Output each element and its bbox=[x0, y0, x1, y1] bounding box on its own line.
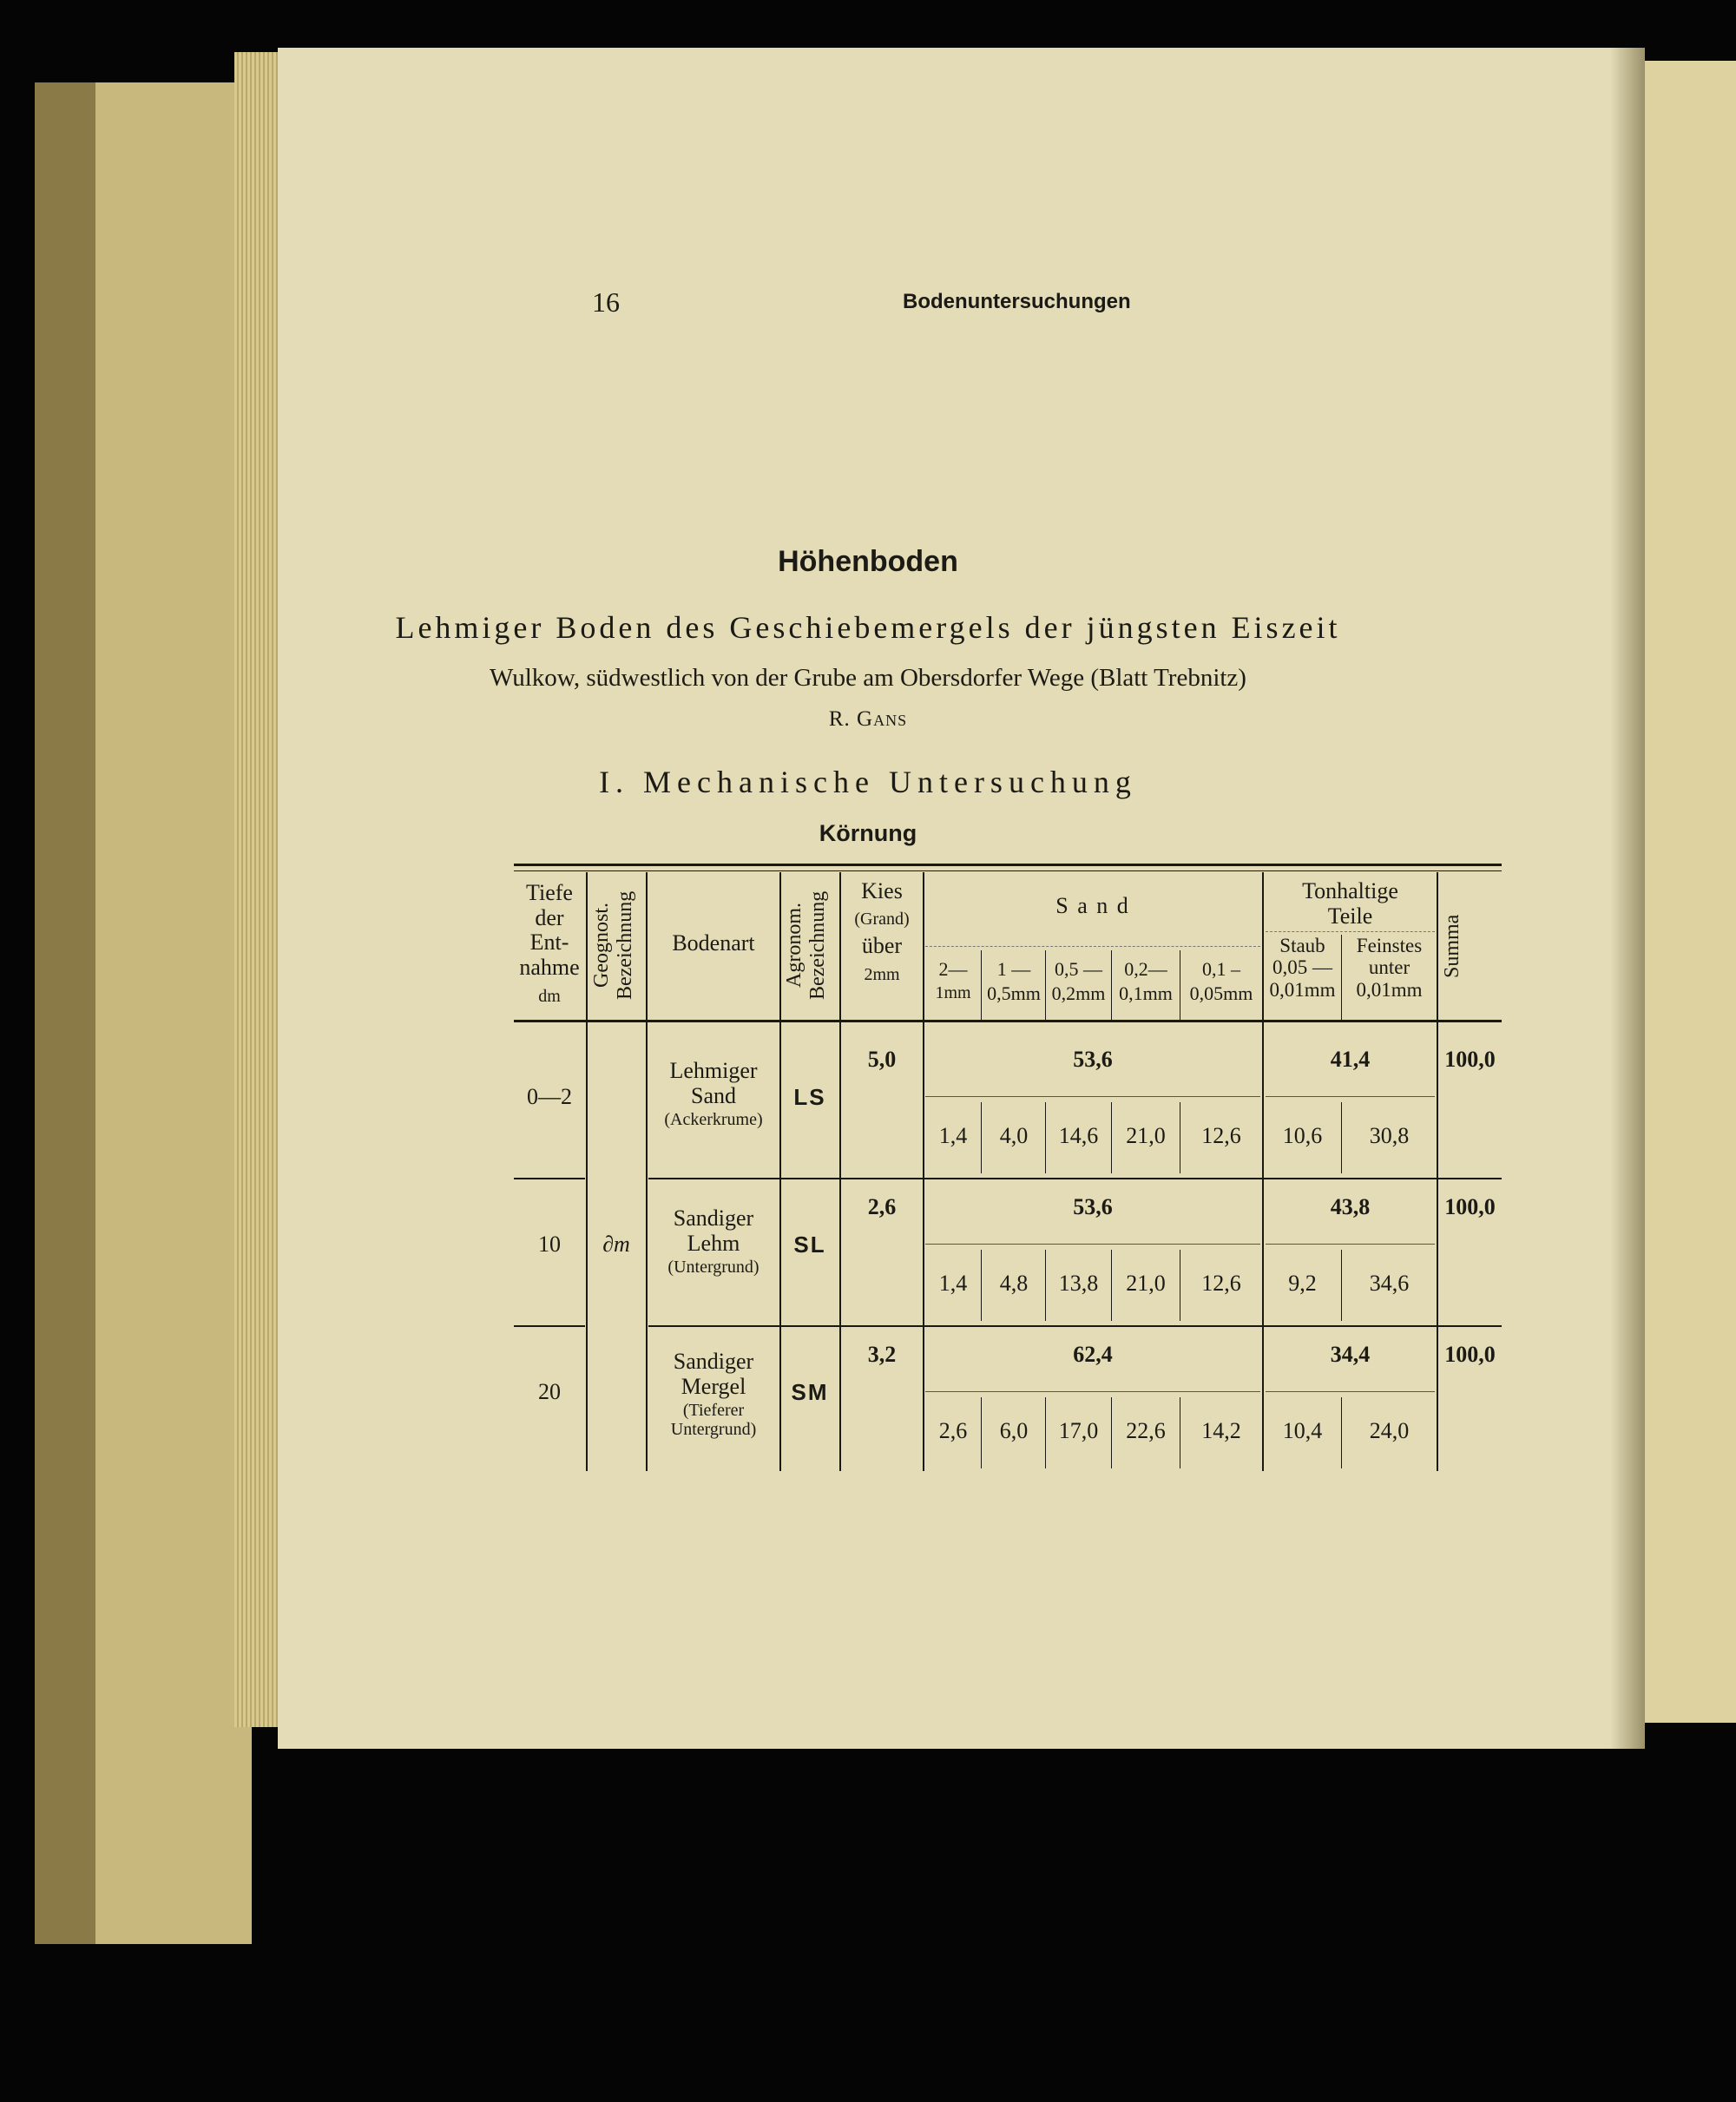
row-1-summa: 100,0 bbox=[1444, 1194, 1496, 1219]
header-staub-2: 0,05 — bbox=[1272, 956, 1332, 979]
header-agronom: Agronom. Bezeichnung bbox=[783, 890, 829, 1000]
header-tiefe-1: Tiefe bbox=[526, 880, 573, 905]
header-tiefe-unit: dm bbox=[538, 987, 561, 1007]
running-head: Bodenuntersuchungen bbox=[903, 290, 1131, 313]
geognost-value: ∂m bbox=[602, 1232, 630, 1257]
row-0-ton-total: 41,4 bbox=[1330, 1047, 1371, 1072]
row-2-sand-1: 2,6 bbox=[938, 1418, 968, 1443]
row-0-sand-total: 53,6 bbox=[1073, 1047, 1113, 1072]
grain-size-table bbox=[514, 864, 1502, 1471]
row-2-bodenart-2: Mergel bbox=[681, 1373, 746, 1399]
subtitle-soil: Lehmiger Boden des Geschiebemergels der jüngsten Eiszeit bbox=[395, 610, 1341, 645]
row-1-sand-3: 13,8 bbox=[1058, 1271, 1099, 1296]
header-bodenart: Bodenart bbox=[672, 930, 755, 956]
facing-page bbox=[1645, 61, 1736, 1723]
row-0-sand-4: 21,0 bbox=[1126, 1123, 1166, 1148]
header-tonhaltige-1: Tonhaltige bbox=[1302, 878, 1398, 903]
book-gutter bbox=[1610, 48, 1645, 1749]
header-sand-c1b: 1mm bbox=[935, 983, 971, 1003]
header-sand-c2b: 0,5mm bbox=[987, 982, 1041, 1005]
row-1-sand-total: 53,6 bbox=[1073, 1194, 1113, 1219]
row-2-sand-total: 62,4 bbox=[1073, 1342, 1113, 1367]
header-geognost: Geognost. Bezeichnung bbox=[590, 890, 636, 1000]
row-1-ton-total: 43,8 bbox=[1330, 1194, 1371, 1219]
row-0-staub: 10,6 bbox=[1282, 1123, 1323, 1148]
row-0-bodenart-3: (Ackerkrume) bbox=[664, 1110, 763, 1130]
row-2-feinstes: 24,0 bbox=[1369, 1418, 1410, 1443]
header-feinstes-3: 0,01mm bbox=[1356, 978, 1423, 1001]
header-sand-c3a: 0,5 — bbox=[1055, 958, 1102, 980]
header-sand-c3b: 0,2mm bbox=[1051, 982, 1106, 1005]
header-tiefe-3: Ent- bbox=[529, 929, 569, 956]
page-number: 16 bbox=[592, 286, 620, 318]
subtitle-location: Wulkow, südwestlich von der Grube am Obersdorfer Wege (Blatt Trebnitz) bbox=[490, 664, 1246, 692]
row-2-bodenart-1: Sandiger bbox=[673, 1349, 754, 1374]
row-0-sand-2: 4,0 bbox=[999, 1123, 1029, 1148]
row-1-bodenart-1: Sandiger bbox=[673, 1205, 754, 1231]
row-2-agronom: SM bbox=[791, 1379, 829, 1405]
row-2-sand-2: 6,0 bbox=[999, 1418, 1029, 1443]
row-1-sand-1: 1,4 bbox=[938, 1271, 968, 1296]
row-2-sand-3: 17,0 bbox=[1058, 1418, 1099, 1443]
row-2-ton-total: 34,4 bbox=[1330, 1342, 1371, 1367]
header-sand-c5b: 0,05mm bbox=[1189, 982, 1253, 1005]
row-0-sand-3: 14,6 bbox=[1058, 1123, 1099, 1148]
row-1-agronom: SL bbox=[793, 1232, 826, 1258]
row-0-bodenart-1: Lehmiger bbox=[669, 1058, 758, 1083]
header-kies-3: über bbox=[861, 932, 903, 958]
header-sand-c1a: 2— bbox=[938, 958, 968, 980]
row-1-tiefe: 10 bbox=[538, 1232, 561, 1257]
header-tiefe-4: nahme bbox=[519, 954, 580, 980]
header-feinstes-1: Feinstes bbox=[1356, 935, 1423, 956]
table-caption: Körnung bbox=[819, 820, 917, 846]
header-staub-3: 0,01mm bbox=[1269, 978, 1336, 1001]
row-2-staub: 10,4 bbox=[1282, 1418, 1323, 1443]
row-1-feinstes: 34,6 bbox=[1369, 1271, 1410, 1296]
row-1-sand-5: 12,6 bbox=[1201, 1271, 1241, 1296]
header-feinstes-2: unter bbox=[1368, 956, 1410, 979]
header-kies-4: 2mm bbox=[864, 965, 900, 985]
header-sand: S a n d bbox=[1055, 893, 1130, 918]
author: R. Gans bbox=[828, 707, 908, 731]
row-1-sand-2: 4,8 bbox=[999, 1271, 1029, 1296]
row-1-bodenart-3: (Untergrund) bbox=[667, 1258, 760, 1278]
row-2-summa: 100,0 bbox=[1444, 1342, 1496, 1367]
row-2-bodenart-4: Untergrund) bbox=[670, 1420, 757, 1440]
row-2-bodenart-3: (Tieferer bbox=[682, 1401, 745, 1421]
row-0-tiefe: 0—2 bbox=[527, 1084, 572, 1109]
row-0-sand-5: 12,6 bbox=[1201, 1123, 1241, 1148]
page-title: Höhenboden bbox=[778, 545, 958, 578]
header-sand-c5a: 0,1 – bbox=[1202, 958, 1240, 980]
row-1-staub: 9,2 bbox=[1288, 1271, 1317, 1296]
header-tiefe-2: der bbox=[535, 904, 564, 930]
row-0-sand-1: 1,4 bbox=[938, 1123, 968, 1148]
header-kies-2: (Grand) bbox=[854, 909, 910, 929]
row-0-bodenart-2: Sand bbox=[691, 1082, 736, 1108]
header-staub-1: Staub bbox=[1279, 935, 1325, 956]
row-0-feinstes: 30,8 bbox=[1369, 1123, 1410, 1148]
row-1-bodenart-2: Lehm bbox=[687, 1230, 740, 1256]
header-sand-c4a: 0,2— bbox=[1124, 958, 1167, 980]
row-1-kies: 2,6 bbox=[867, 1194, 897, 1219]
header-kies-1: Kies bbox=[861, 878, 903, 903]
section-heading: I. Mechanische Untersuchung bbox=[599, 765, 1137, 799]
row-2-sand-5: 14,2 bbox=[1201, 1418, 1241, 1443]
row-1-sand-4: 21,0 bbox=[1126, 1271, 1166, 1296]
row-0-kies: 5,0 bbox=[867, 1047, 897, 1072]
row-2-sand-4: 22,6 bbox=[1126, 1418, 1166, 1443]
header-tonhaltige-2: Teile bbox=[1327, 903, 1373, 929]
row-0-summa: 100,0 bbox=[1444, 1047, 1496, 1072]
header-sand-c4b: 0,1mm bbox=[1119, 982, 1173, 1005]
row-0-agronom: LS bbox=[793, 1084, 826, 1110]
row-2-tiefe: 20 bbox=[538, 1379, 561, 1404]
header-sand-c2a: 1 — bbox=[996, 958, 1031, 980]
header-summa: Summa bbox=[1441, 914, 1463, 978]
row-2-kies: 3,2 bbox=[867, 1342, 897, 1367]
book-left-shadow bbox=[35, 82, 95, 1944]
